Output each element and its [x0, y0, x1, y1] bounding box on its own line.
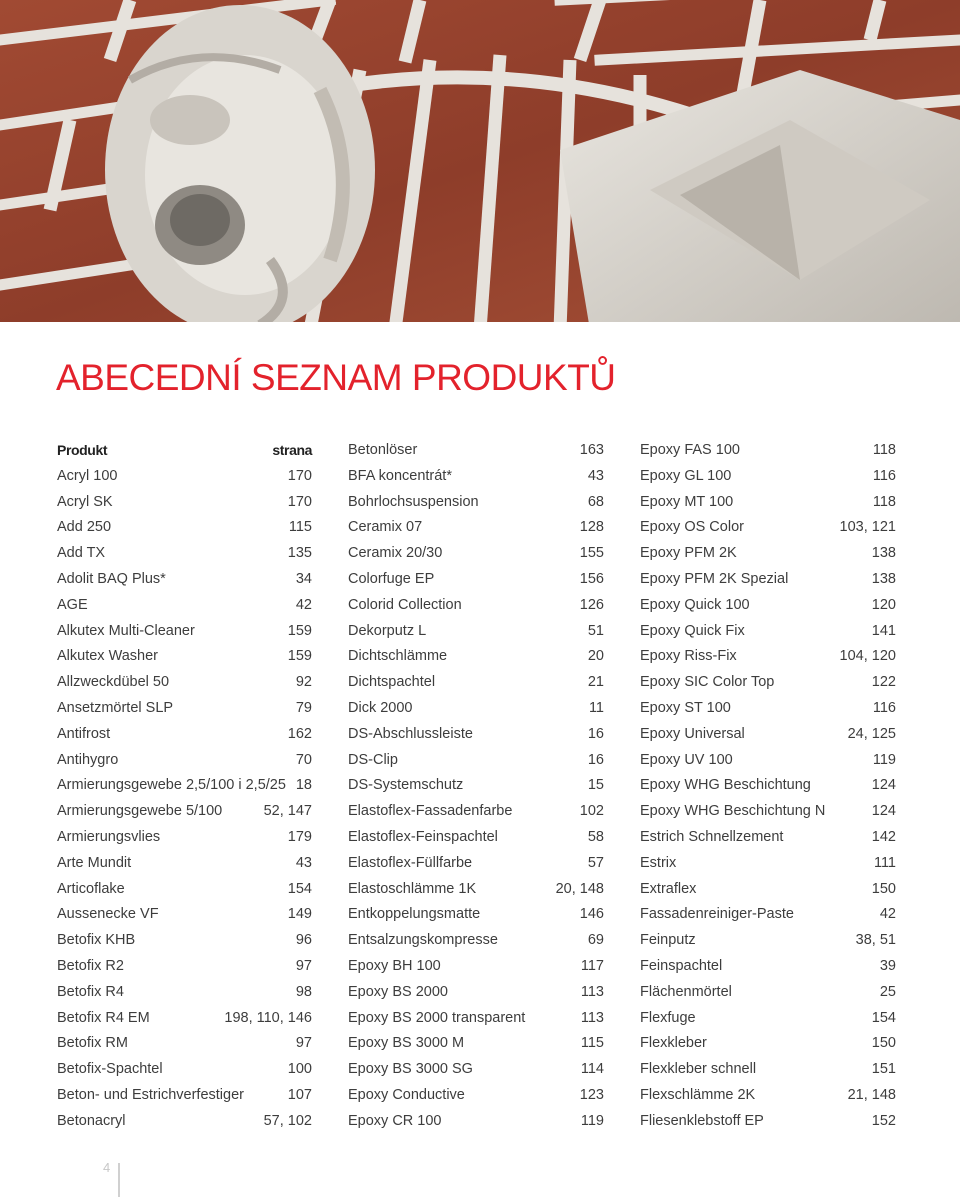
list-item [640, 980, 896, 1006]
product-page: 98 [295, 983, 312, 1000]
list-item [348, 464, 604, 490]
product-page: 16 [587, 751, 604, 768]
list-item [640, 670, 896, 696]
list-item [57, 851, 312, 877]
product-name: Betofix KHB [57, 932, 136, 949]
product-name: Epoxy Quick Fix [640, 622, 745, 639]
product-page: 102 [579, 803, 604, 820]
list-item [57, 1083, 312, 1109]
product-name: Fassadenreiniger-Paste [640, 906, 794, 923]
product-page: 119 [580, 1112, 604, 1129]
list-item [57, 1057, 312, 1083]
page-column-header: strana [272, 442, 312, 458]
list-item [57, 567, 312, 593]
product-name: Colorid Collection [348, 596, 462, 613]
product-name: Ansetzmörtel SLP [57, 699, 174, 716]
list-item [640, 877, 896, 903]
product-page: 58 [587, 828, 604, 845]
list-item [348, 722, 604, 748]
product-name: Betofix-Spachtel [57, 1061, 163, 1078]
product-name: Articoflake [57, 880, 125, 897]
product-name: Elastoflex-Fassadenfarbe [348, 803, 513, 820]
product-page: 128 [579, 519, 604, 536]
product-page: 97 [295, 1035, 312, 1052]
product-page: 155 [579, 545, 604, 562]
product-page: 150 [871, 1035, 896, 1052]
list-item [640, 1006, 896, 1032]
list-item [640, 773, 896, 799]
product-name: Armierungsgewebe 5/100 [57, 803, 223, 820]
product-page: 198, 110, 146 [224, 1009, 312, 1026]
list-item [348, 902, 604, 928]
list-item [57, 877, 312, 903]
product-name: Betonlöser [348, 442, 418, 458]
list-item [348, 748, 604, 774]
list-item [57, 490, 312, 516]
product-page: 159 [287, 622, 312, 639]
product-page: 170 [287, 467, 312, 484]
product-page: 15 [587, 777, 604, 794]
product-name: Antihygro [57, 751, 119, 768]
product-name: Dekorputz L [348, 622, 427, 639]
product-page: 20, 148 [555, 880, 604, 897]
product-name: Epoxy BS 2000 [348, 983, 448, 1000]
product-name: Epoxy FAS 100 [640, 442, 740, 458]
product-name: DS-Systemschutz [348, 777, 464, 794]
product-name: Epoxy Quick 100 [640, 596, 750, 613]
product-name: Flexschlämme 2K [640, 1086, 756, 1103]
list-item [348, 567, 604, 593]
product-page: 69 [587, 932, 604, 949]
list-item [57, 928, 312, 954]
product-name: Add TX [57, 545, 106, 562]
product-page: 20 [587, 648, 604, 665]
product-page: 119 [872, 751, 896, 768]
product-name: Flexfuge [640, 1009, 696, 1026]
product-name: Epoxy PFM 2K [640, 545, 737, 562]
product-name: Epoxy CR 100 [348, 1112, 442, 1129]
product-page: 149 [287, 906, 312, 923]
product-page: 57 [587, 854, 604, 871]
product-column-1 [57, 438, 312, 1135]
product-page: 179 [287, 828, 312, 845]
product-page: 116 [872, 699, 896, 716]
product-name: Aussenecke VF [57, 906, 159, 923]
product-page: 11 [588, 699, 604, 716]
product-page: 43 [587, 467, 604, 484]
list-item [348, 670, 604, 696]
product-name: DS-Abschlussleiste [348, 725, 473, 742]
facade-lion-relief-photo [0, 0, 960, 330]
product-page: 118 [872, 442, 896, 458]
product-name: Arte Mundit [57, 854, 132, 871]
list-item [348, 438, 604, 464]
product-page: 146 [579, 906, 604, 923]
list-item [640, 928, 896, 954]
page-title: ABECEDNÍ SEZNAM PRODUKTŮ [56, 357, 616, 398]
product-name: Epoxy BS 3000 SG [348, 1061, 473, 1078]
product-page: 43 [295, 854, 312, 871]
product-page: 100 [287, 1061, 312, 1078]
product-name: Alkutex Washer [57, 648, 158, 665]
product-name: Epoxy BS 3000 M [348, 1035, 465, 1052]
product-page: 114 [580, 1061, 604, 1078]
product-name: Elastoschlämme 1K [348, 880, 477, 897]
list-item [57, 902, 312, 928]
product-name: Epoxy BH 100 [348, 957, 441, 974]
product-column-3 [640, 438, 896, 1135]
list-item [348, 851, 604, 877]
product-page: 123 [579, 1086, 604, 1103]
list-item [640, 902, 896, 928]
list-item [57, 464, 312, 490]
list-item [640, 644, 896, 670]
lion-head-relief [105, 5, 375, 330]
product-page: 97 [295, 957, 312, 974]
product-page: 159 [287, 648, 312, 665]
product-page: 170 [287, 493, 312, 510]
product-page: 154 [871, 1009, 896, 1026]
product-page: 92 [295, 674, 312, 691]
product-page: 42 [295, 596, 312, 613]
product-name: Fliesenklebstoff EP [640, 1112, 764, 1129]
product-name: Epoxy UV 100 [640, 751, 733, 768]
product-page: 115 [288, 519, 312, 536]
product-name: Epoxy MT 100 [640, 493, 734, 510]
product-page: 126 [579, 596, 604, 613]
product-column-header: Produkt [57, 442, 108, 458]
list-item [57, 1006, 312, 1032]
product-page: 138 [871, 570, 896, 587]
list-item [57, 722, 312, 748]
product-name: Armierungsgewebe 2,5/100 i 2,5/25 [57, 777, 286, 794]
list-item [640, 1031, 896, 1057]
product-name: Armierungsvlies [57, 828, 161, 845]
product-name: Epoxy Riss-Fix [640, 648, 737, 665]
list-item [640, 799, 896, 825]
list-item [640, 438, 896, 464]
list-item [640, 1083, 896, 1109]
product-name: Epoxy SIC Color Top [640, 674, 775, 691]
product-name: Epoxy GL 100 [640, 467, 732, 484]
product-page: 138 [871, 545, 896, 562]
product-page: 118 [872, 493, 896, 510]
list-item [348, 1031, 604, 1057]
product-page: 113 [580, 1009, 604, 1026]
product-page: 122 [871, 674, 896, 691]
product-page: 117 [580, 957, 604, 974]
product-page: 154 [287, 880, 312, 897]
product-name: Epoxy Conductive [348, 1086, 465, 1103]
product-page: 57, 102 [263, 1112, 312, 1129]
product-name: Epoxy ST 100 [640, 699, 731, 716]
product-page: 16 [587, 725, 604, 742]
hero-photo [0, 0, 960, 330]
product-name: AGE [57, 596, 88, 613]
product-page: 79 [295, 699, 312, 716]
product-page: 52, 147 [263, 803, 312, 820]
product-page: 142 [871, 828, 896, 845]
list-item [57, 593, 312, 619]
list-item [348, 644, 604, 670]
product-name: Elastoflex-Feinspachtel [348, 828, 498, 845]
product-page: 124 [871, 803, 896, 820]
list-item [348, 773, 604, 799]
list-item [348, 619, 604, 645]
product-name: Add 250 [57, 519, 112, 536]
product-name: Betofix RM [57, 1035, 128, 1052]
product-name: Acryl SK [57, 493, 113, 510]
list-item [348, 825, 604, 851]
page-number-divider [118, 1163, 120, 1197]
product-name: Flexkleber schnell [640, 1061, 757, 1078]
product-column-2 [348, 438, 604, 1135]
product-page: 34 [295, 570, 312, 587]
product-name: Colorfuge EP [348, 570, 435, 587]
product-page: 135 [287, 545, 312, 562]
product-name: Flexkleber [640, 1035, 707, 1052]
list-item [348, 954, 604, 980]
list-item [348, 490, 604, 516]
product-name: Extraflex [640, 880, 697, 897]
product-name: Feinputz [640, 932, 696, 949]
list-item [57, 1109, 312, 1135]
product-name: Estrich Schnellzement [640, 828, 784, 845]
list-item [57, 696, 312, 722]
product-page: 18 [295, 777, 312, 794]
list-item [640, 825, 896, 851]
list-item [640, 748, 896, 774]
list-item [640, 619, 896, 645]
product-name: Epoxy WHG Beschichtung N [640, 803, 826, 820]
product-name: Beton- und Estrichverfestiger [57, 1086, 244, 1103]
list-item [348, 1006, 604, 1032]
product-name: Betofix R4 EM [57, 1009, 150, 1026]
product-page: 120 [871, 596, 896, 613]
list-item [57, 541, 312, 567]
product-name: Antifrost [57, 725, 111, 742]
list-item [57, 619, 312, 645]
product-page: 104, 120 [839, 648, 896, 665]
product-name: Entsalzungskompresse [348, 932, 498, 949]
product-page: 163 [579, 442, 604, 458]
product-name: BFA koncentrát* [348, 467, 452, 484]
product-page: 70 [295, 751, 312, 768]
list-item [640, 515, 896, 541]
product-page: 39 [879, 957, 896, 974]
product-name: Allzweckdübel 50 [57, 674, 170, 691]
product-page: 151 [871, 1061, 896, 1078]
product-name: Alkutex Multi-Cleaner [57, 622, 195, 639]
product-page: 162 [287, 725, 312, 742]
product-name: Feinspachtel [640, 957, 723, 974]
list-item [640, 1057, 896, 1083]
product-name: Epoxy Universal [640, 725, 745, 742]
product-page: 113 [580, 983, 604, 1000]
product-name: Betofix R2 [57, 957, 124, 974]
product-name: Dick 2000 [348, 699, 413, 716]
list-item [348, 515, 604, 541]
product-name: Bohrlochsuspension [348, 493, 479, 510]
list-item [57, 954, 312, 980]
list-item [57, 980, 312, 1006]
list-item [348, 696, 604, 722]
product-page: 150 [871, 880, 896, 897]
list-item [640, 696, 896, 722]
product-name: Betonacryl [57, 1112, 126, 1129]
list-item [640, 1109, 896, 1135]
product-page: 107 [287, 1086, 312, 1103]
list-item [57, 670, 312, 696]
list-item [348, 877, 604, 903]
product-page: 42 [879, 906, 896, 923]
list-item [640, 593, 896, 619]
list-item [57, 515, 312, 541]
product-page: 116 [872, 467, 896, 484]
product-page: 115 [580, 1035, 604, 1052]
list-item [348, 541, 604, 567]
product-name: Flächenmörtel [640, 983, 732, 1000]
list-item [348, 980, 604, 1006]
list-item [57, 825, 312, 851]
product-name: Epoxy BS 2000 transparent [348, 1009, 526, 1026]
list-item [640, 954, 896, 980]
list-item [640, 464, 896, 490]
list-item [348, 928, 604, 954]
product-name: Ceramix 07 [348, 519, 423, 536]
product-page: 25 [879, 983, 896, 1000]
list-item [640, 722, 896, 748]
product-name: Epoxy PFM 2K Spezial [640, 570, 789, 587]
list-item [348, 593, 604, 619]
list-item [640, 541, 896, 567]
page-number: 4 [103, 1160, 111, 1175]
product-name: Adolit BAQ Plus* [57, 570, 166, 587]
list-item [57, 644, 312, 670]
list-item [57, 799, 312, 825]
product-name: Betofix R4 [57, 983, 124, 1000]
product-name: Epoxy OS Color [640, 519, 744, 536]
product-page: 124 [871, 777, 896, 794]
product-name: Entkoppelungsmatte [348, 906, 481, 923]
list-item [57, 748, 312, 774]
product-page: 156 [579, 570, 604, 587]
product-page: 21, 148 [847, 1086, 896, 1103]
list-item [640, 851, 896, 877]
product-page: 21 [587, 674, 604, 691]
product-page: 51 [587, 622, 604, 639]
product-page: 96 [295, 932, 312, 949]
product-page: 38, 51 [855, 932, 896, 949]
list-item [348, 1083, 604, 1109]
product-name: DS-Clip [348, 751, 398, 768]
product-page: 111 [873, 854, 896, 871]
product-name: Epoxy WHG Beschichtung [640, 777, 811, 794]
product-name: Dichtschlämme [348, 648, 448, 665]
list-item [348, 799, 604, 825]
list-item [348, 1109, 604, 1135]
product-name: Ceramix 20/30 [348, 545, 443, 562]
product-page: 68 [587, 493, 604, 510]
list-item [348, 1057, 604, 1083]
product-page: 152 [871, 1112, 896, 1129]
product-name: Acryl 100 [57, 467, 118, 484]
product-name: Dichtspachtel [348, 674, 436, 691]
list-item [640, 490, 896, 516]
list-item [57, 1031, 312, 1057]
product-page: 24, 125 [847, 725, 896, 742]
table-header [57, 438, 312, 464]
product-page: 103, 121 [839, 519, 896, 536]
list-item [640, 567, 896, 593]
product-name: Elastoflex-Füllfarbe [348, 854, 473, 871]
list-item [57, 773, 312, 799]
product-page: 141 [871, 622, 896, 639]
product-name: Estrix [640, 854, 677, 871]
